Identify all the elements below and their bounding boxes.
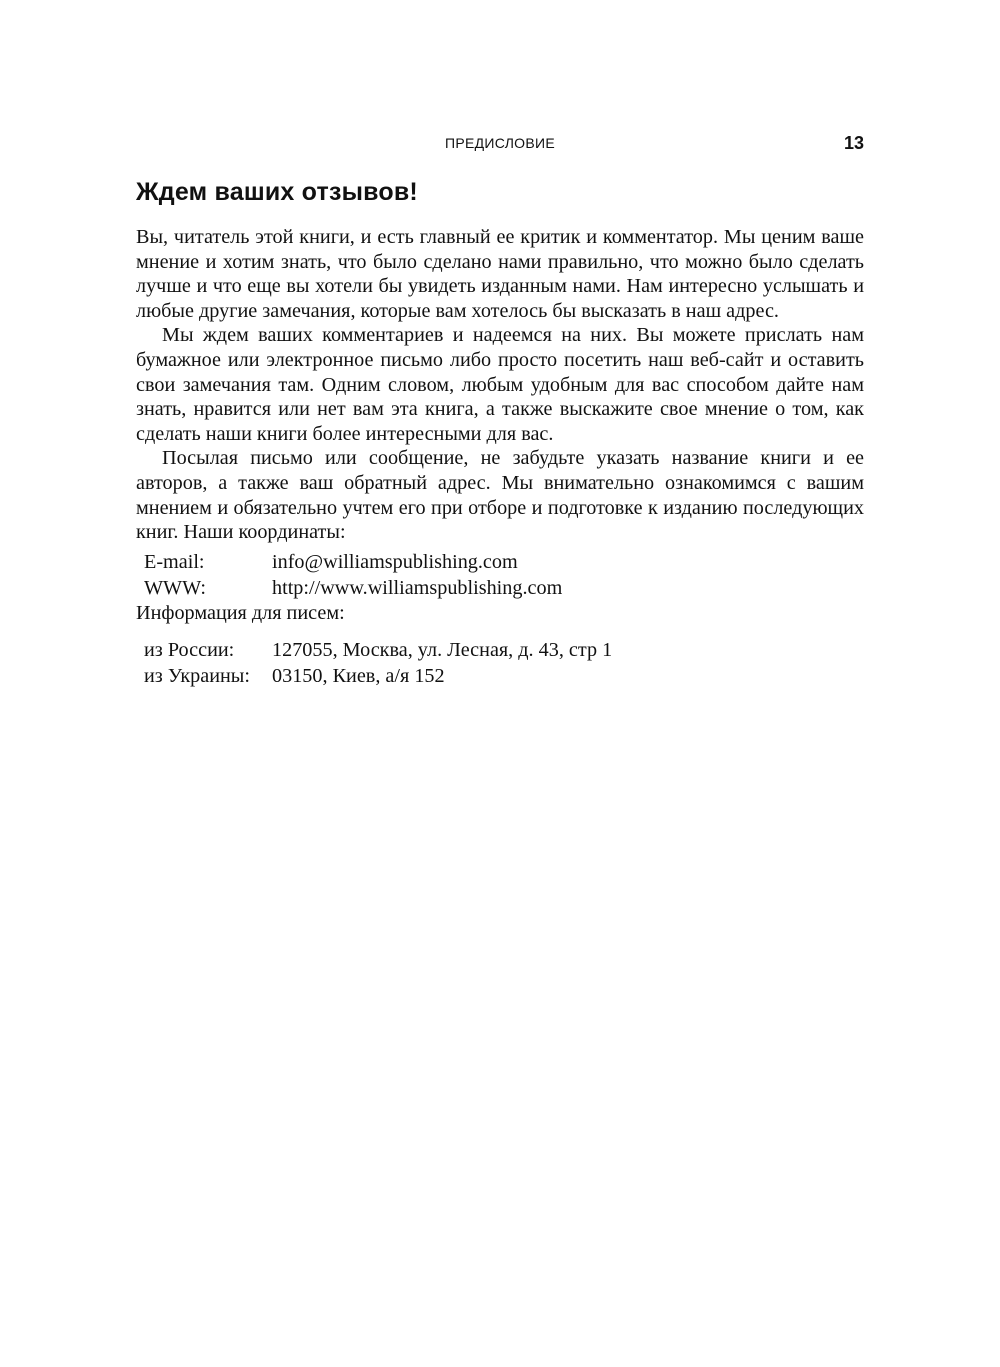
page-number: 13 (843, 133, 864, 153)
address-value-ukraine: 03150, Киев, а/я 152 (272, 665, 445, 688)
paragraph-comments: Мы ждем ваших комментариев и надеемся на них. Вы можете прислать нам бумажное или электронное письмо либо просто посетить наш веб-сайт и оставить свои замечания там. Одним словом, любым удобным для вас способом дайте нам знать, нравится или нет вам эта книга, а также выскажите свое мнение о том, как сделать наши книги более интересными для вас. (136, 324, 864, 445)
paragraph-intro: Вы, читатель этой книги, и есть главный ее критик и комментатор. Мы ценим ваше мнение и хотим знать, что было сделано нами правильно, что можно было сделать лучше и что еще вы хотели бы увидеть изданным нами. Нам интересно услышать и любые другие замечания, которые вам хотелось бы высказать в наш адрес. (136, 226, 864, 322)
letters-heading: Информация для писем: (136, 601, 345, 624)
contact-row-www (144, 575, 562, 601)
address-label-russia: из России: (144, 639, 235, 662)
section-heading: Ждем ваших отзывов! (136, 178, 418, 206)
paragraph-contact-instructions: Посылая письмо или сообщение, не забудьте указать название книги и ее авторов, а также ваш обратный адрес. Мы внимательно ознакомимся с вашим мнением и обязательно учтем его при отборе и подготовке к изданию последующих книг. Наши координаты: (136, 447, 864, 544)
address-value-russia: 127055, Москва, ул. Лесная, д. 43, стр 1 (272, 639, 613, 662)
contact-label-email: E-mail: (144, 550, 205, 573)
address-label-ukraine: из Украины: (144, 665, 250, 688)
contact-www-value: http://www.williamspublishing.com (272, 576, 563, 599)
contact-label-www: WWW: (144, 576, 207, 599)
address-row-russia (144, 637, 612, 663)
contacts-table (144, 549, 562, 601)
contact-email-value: info@williamspublishing.com (272, 550, 518, 573)
running-head (136, 133, 864, 155)
address-row-ukraine (144, 663, 612, 689)
addresses-table (144, 637, 612, 689)
contact-row-email (144, 549, 562, 575)
section-body (136, 225, 864, 689)
running-title: ПРЕДИСЛОВИЕ (444, 135, 556, 151)
